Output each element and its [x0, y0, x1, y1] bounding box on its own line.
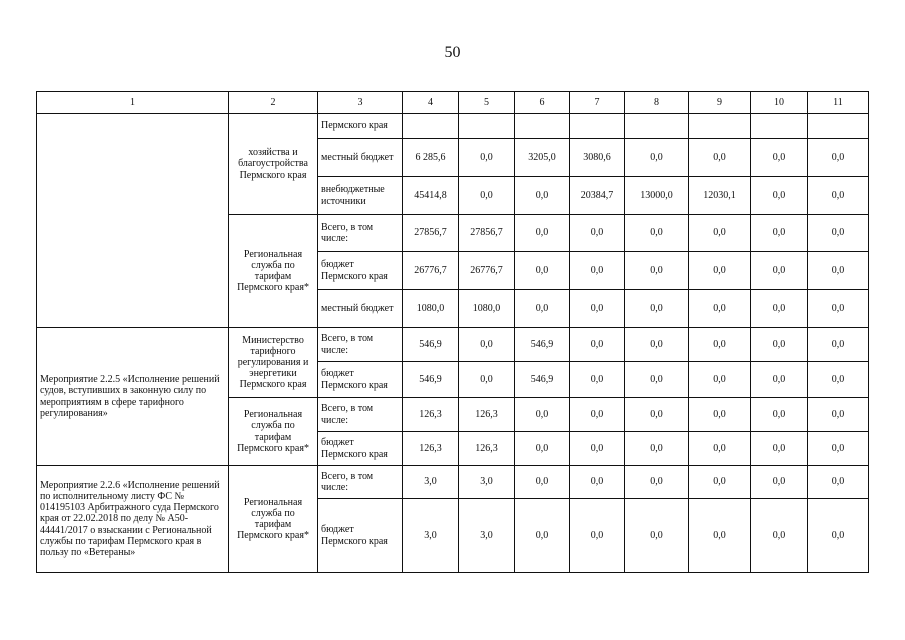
value-cell: 0,0: [515, 252, 570, 290]
value-cell: 546,9: [515, 362, 570, 398]
value-cell: 12030,1: [689, 177, 751, 215]
table-row: [37, 114, 869, 139]
value-cell: 0,0: [751, 499, 808, 573]
value-cell: [459, 114, 515, 139]
column-header: 1: [37, 92, 229, 114]
value-cell: 0,0: [689, 139, 751, 177]
funding-source: Всего, в том числе:: [318, 328, 403, 362]
column-header: 3: [318, 92, 403, 114]
column-header: 6: [515, 92, 570, 114]
value-cell: [570, 114, 625, 139]
value-cell: 0,0: [751, 215, 808, 252]
value-cell: [751, 114, 808, 139]
value-cell: 0,0: [459, 139, 515, 177]
value-cell: 26776,7: [403, 252, 459, 290]
value-cell: 0,0: [808, 328, 869, 362]
value-cell: 13000,0: [625, 177, 689, 215]
column-number-row: [37, 92, 869, 114]
funding-source: Пермского края: [318, 114, 403, 139]
event-2-2-6: Мероприятие 2.2.6 «Исполнение решений по исполнительному листу ФС № 014195103 Арбитражного суда Пермского края от 22.02.2018 по делу № А50-44441/2017 о взыскании с Региональной службы по тарифам Пермского края в пользу по «Ветераны»: [37, 466, 229, 573]
value-cell: 0,0: [625, 328, 689, 362]
value-cell: 0,0: [570, 466, 625, 499]
value-cell: 3,0: [459, 499, 515, 573]
funding-source: бюджет Пермского края: [318, 499, 403, 573]
funding-source: местный бюджет: [318, 290, 403, 328]
value-cell: 0,0: [808, 432, 869, 466]
value-cell: 0,0: [689, 398, 751, 432]
column-header: 4: [403, 92, 459, 114]
value-cell: 27856,7: [459, 215, 515, 252]
value-cell: 0,0: [515, 398, 570, 432]
value-cell: 0,0: [808, 466, 869, 499]
value-cell: 0,0: [570, 432, 625, 466]
value-cell: 0,0: [751, 328, 808, 362]
value-cell: 0,0: [515, 466, 570, 499]
funding-source: бюджет Пермского края: [318, 432, 403, 466]
value-cell: 0,0: [625, 466, 689, 499]
funding-source: местный бюджет: [318, 139, 403, 177]
value-cell: 0,0: [689, 466, 751, 499]
value-cell: 0,0: [689, 328, 751, 362]
value-cell: 0,0: [808, 177, 869, 215]
value-cell: 126,3: [459, 398, 515, 432]
funding-source: Всего, в том числе:: [318, 466, 403, 499]
value-cell: 0,0: [625, 432, 689, 466]
value-cell: 0,0: [689, 252, 751, 290]
value-cell: 0,0: [515, 290, 570, 328]
value-cell: 3205,0: [515, 139, 570, 177]
value-cell: 6 285,6: [403, 139, 459, 177]
column-header: 10: [751, 92, 808, 114]
value-cell: 45414,8: [403, 177, 459, 215]
value-cell: 0,0: [625, 215, 689, 252]
value-cell: 0,0: [751, 432, 808, 466]
value-cell: 0,0: [515, 499, 570, 573]
funding-source: Всего, в том числе:: [318, 215, 403, 252]
value-cell: 0,0: [625, 139, 689, 177]
value-cell: 0,0: [570, 328, 625, 362]
funding-source: бюджет Пермского края: [318, 252, 403, 290]
value-cell: 0,0: [808, 362, 869, 398]
value-cell: 0,0: [751, 466, 808, 499]
value-cell: [403, 114, 459, 139]
value-cell: 0,0: [689, 215, 751, 252]
value-cell: 0,0: [751, 252, 808, 290]
funding-source: бюджет Пермского края: [318, 362, 403, 398]
value-cell: 0,0: [751, 139, 808, 177]
funding-source: Всего, в том числе:: [318, 398, 403, 432]
value-cell: 0,0: [625, 398, 689, 432]
table-row: [37, 328, 869, 362]
column-header: 11: [808, 92, 869, 114]
value-cell: 546,9: [515, 328, 570, 362]
value-cell: 0,0: [689, 432, 751, 466]
value-cell: 0,0: [751, 362, 808, 398]
value-cell: 0,0: [459, 177, 515, 215]
value-cell: 26776,7: [459, 252, 515, 290]
value-cell: 0,0: [751, 398, 808, 432]
value-cell: 0,0: [689, 362, 751, 398]
column-header: 9: [689, 92, 751, 114]
event-cell-continued: [37, 114, 229, 328]
value-cell: 0,0: [808, 398, 869, 432]
value-cell: 126,3: [403, 398, 459, 432]
value-cell: 0,0: [689, 499, 751, 573]
funding-source: внебюджетные источники: [318, 177, 403, 215]
value-cell: 1080,0: [459, 290, 515, 328]
value-cell: 0,0: [808, 139, 869, 177]
value-cell: 1080,0: [403, 290, 459, 328]
value-cell: 0,0: [808, 499, 869, 573]
value-cell: [808, 114, 869, 139]
table-row: [37, 466, 869, 499]
value-cell: 3080,6: [570, 139, 625, 177]
value-cell: 0,0: [570, 290, 625, 328]
value-cell: 0,0: [570, 398, 625, 432]
value-cell: 0,0: [570, 362, 625, 398]
value-cell: 126,3: [403, 432, 459, 466]
value-cell: 0,0: [808, 290, 869, 328]
value-cell: 20384,7: [570, 177, 625, 215]
value-cell: [689, 114, 751, 139]
executor-tariff-service: Региональная служба по тарифам Пермского края*: [229, 215, 318, 328]
value-cell: 0,0: [625, 290, 689, 328]
value-cell: 0,0: [808, 252, 869, 290]
value-cell: 27856,7: [403, 215, 459, 252]
value-cell: 0,0: [625, 252, 689, 290]
value-cell: 3,0: [403, 466, 459, 499]
column-header: 2: [229, 92, 318, 114]
column-header: 8: [625, 92, 689, 114]
value-cell: 0,0: [625, 362, 689, 398]
value-cell: [625, 114, 689, 139]
executor-tariff-service: Региональная служба по тарифам Пермского края*: [229, 398, 318, 466]
value-cell: 0,0: [808, 215, 869, 252]
value-cell: 0,0: [515, 177, 570, 215]
value-cell: 546,9: [403, 328, 459, 362]
event-2-2-5: Мероприятие 2.2.5 «Исполнение решений судов, вступивших в законную силу по мероприятиям в сфере тарифного регулирования»: [37, 328, 229, 466]
value-cell: 0,0: [570, 252, 625, 290]
value-cell: 0,0: [689, 290, 751, 328]
executor-housing: хозяйства и благоустройства Пермского края: [229, 114, 318, 215]
page-number: 50: [444, 44, 461, 61]
value-cell: 3,0: [459, 466, 515, 499]
value-cell: 0,0: [570, 215, 625, 252]
value-cell: 0,0: [751, 290, 808, 328]
value-cell: 0,0: [515, 215, 570, 252]
value-cell: 0,0: [625, 499, 689, 573]
budget-table: [36, 91, 869, 573]
value-cell: 126,3: [459, 432, 515, 466]
column-header: 7: [570, 92, 625, 114]
value-cell: 0,0: [751, 177, 808, 215]
value-cell: 546,9: [403, 362, 459, 398]
value-cell: 0,0: [515, 432, 570, 466]
executor-ministry: Министерство тарифного регулирования и энергетики Пермского края: [229, 328, 318, 398]
executor-tariff-service: Региональная служба по тарифам Пермского края*: [229, 466, 318, 573]
value-cell: 0,0: [459, 362, 515, 398]
value-cell: 3,0: [403, 499, 459, 573]
column-header: 5: [459, 92, 515, 114]
value-cell: [515, 114, 570, 139]
value-cell: 0,0: [570, 499, 625, 573]
value-cell: 0,0: [459, 328, 515, 362]
